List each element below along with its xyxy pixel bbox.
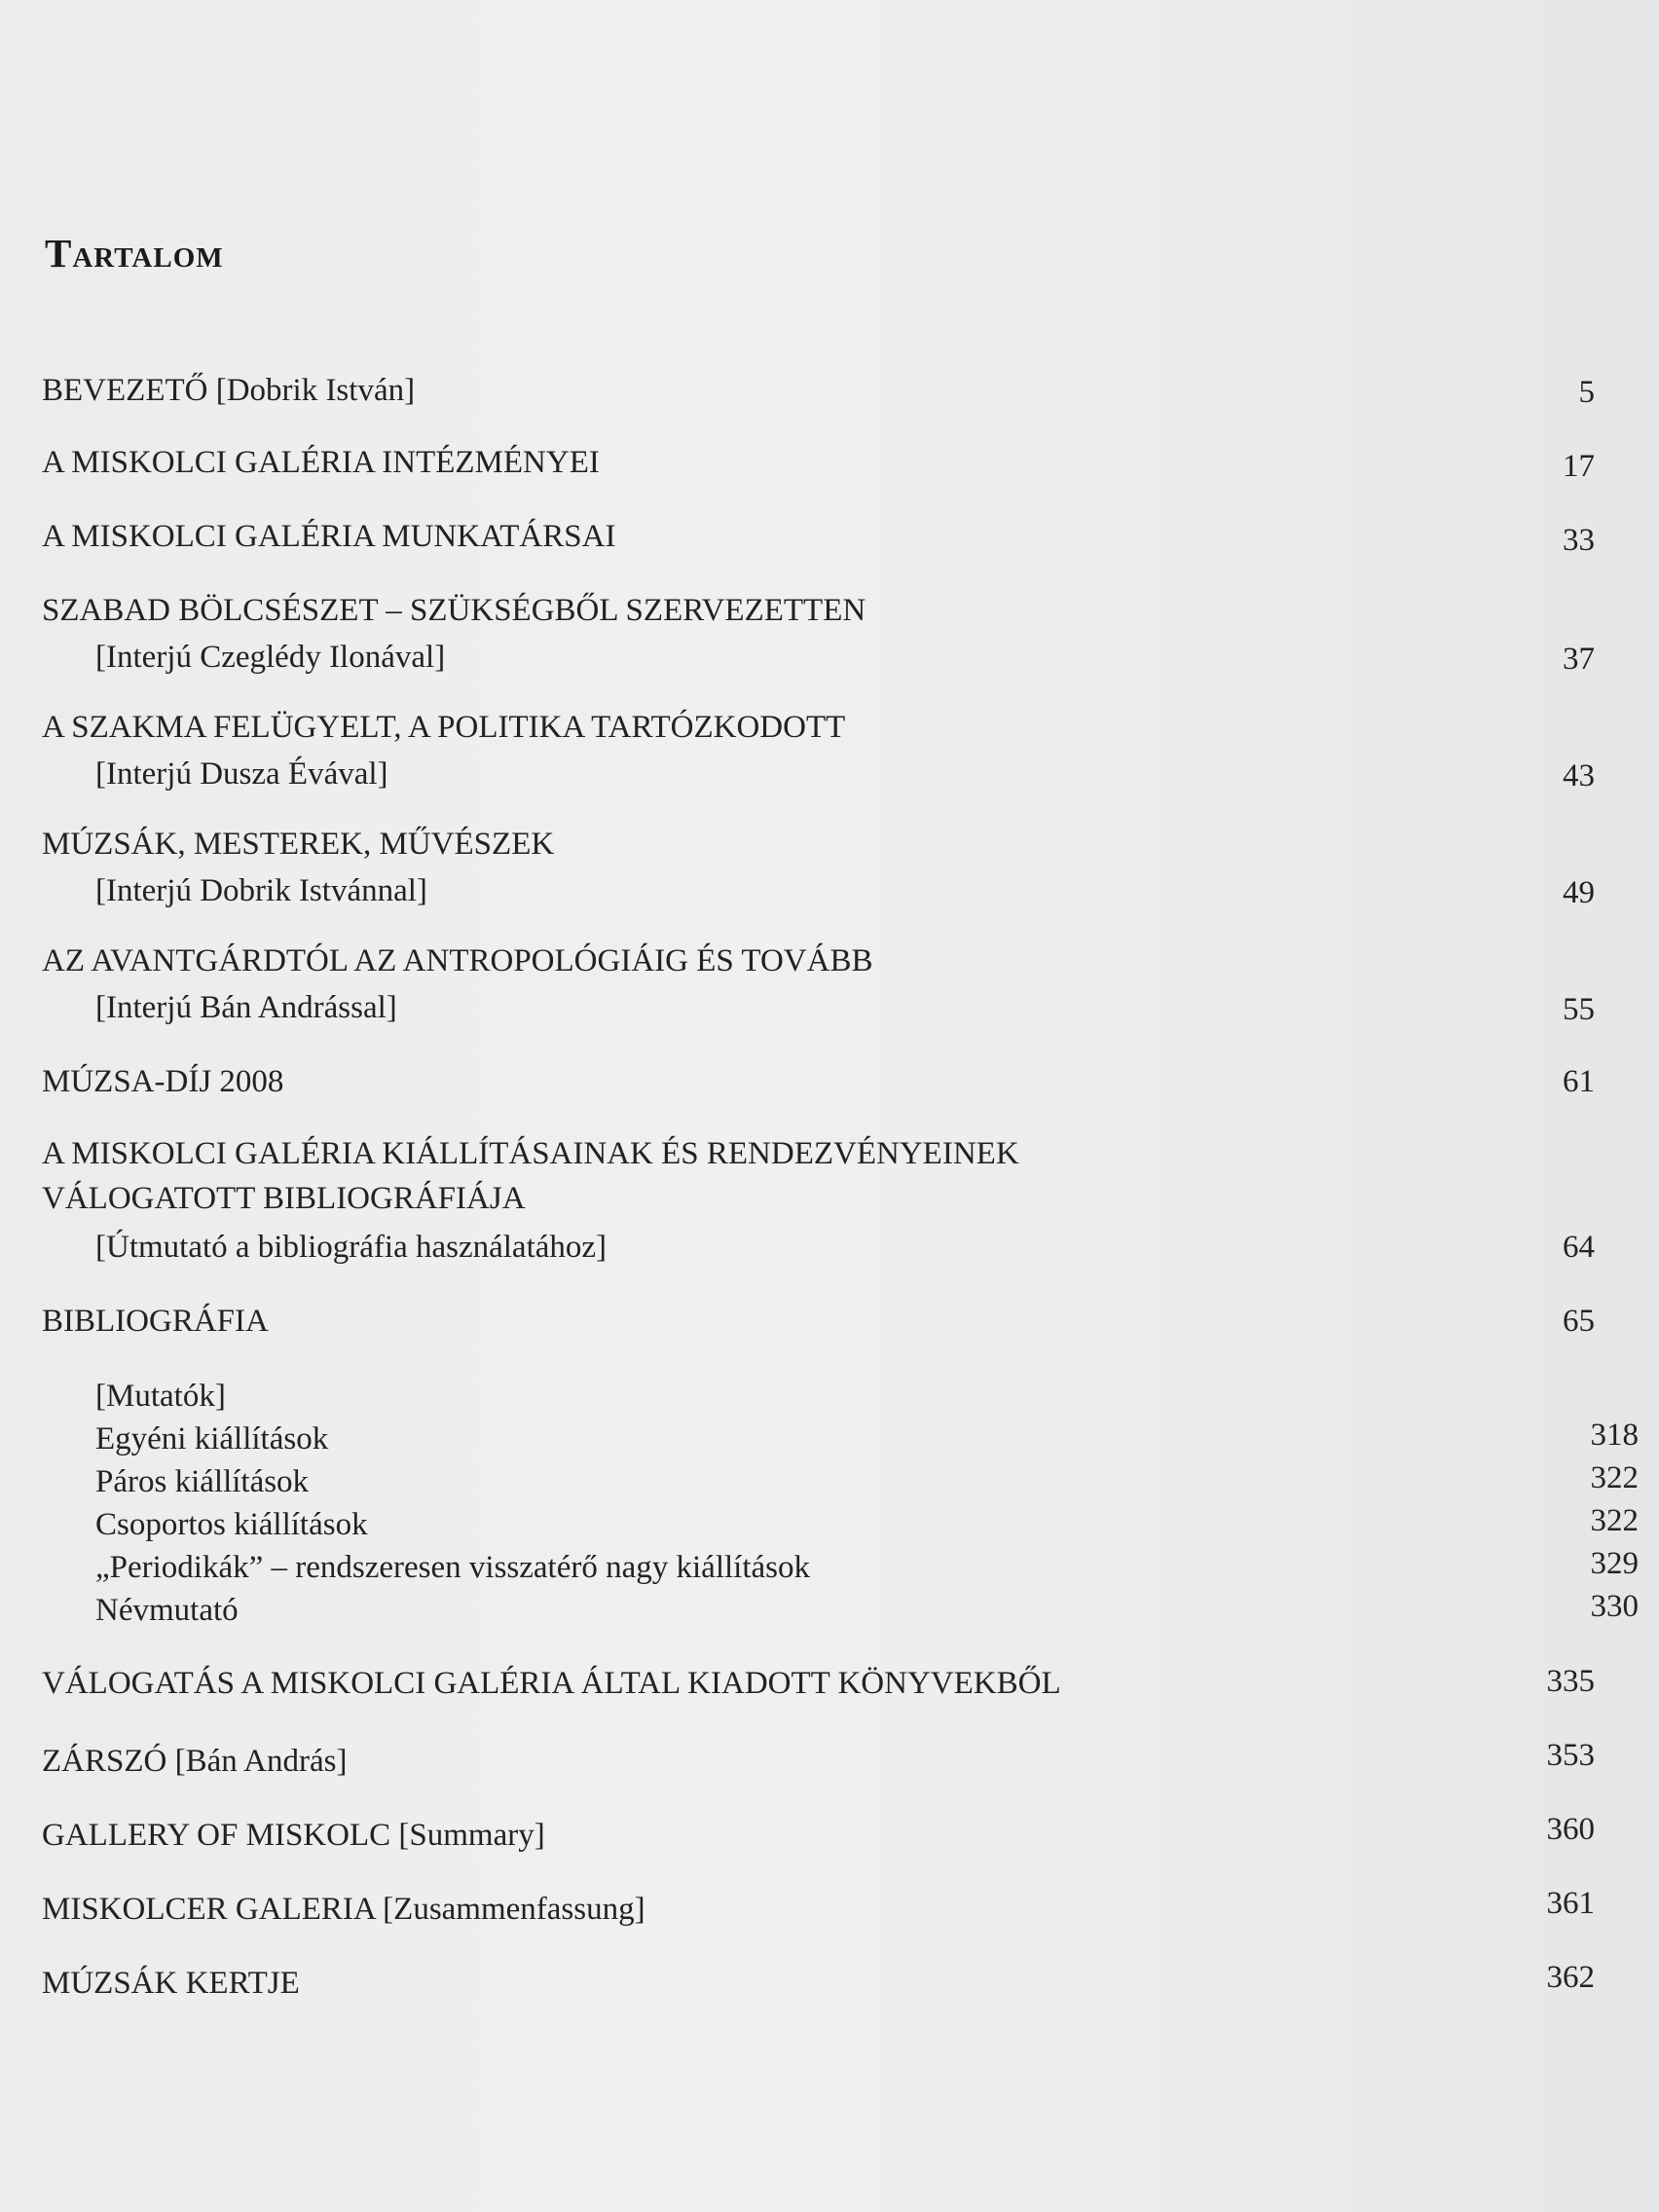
toc-entry-page: 362 xyxy=(1546,1960,1595,1995)
index-item xyxy=(95,1546,1639,1589)
toc-entry-page: 17 xyxy=(1563,449,1595,484)
page-title: Tartalom xyxy=(45,231,224,276)
toc-entry-subtitle: [Interjú Bán Andrással] xyxy=(95,990,397,1025)
toc-entry-page: 37 xyxy=(1563,642,1595,677)
toc-entry-subtitle: [Interjú Dusza Évával] xyxy=(95,756,388,792)
index-item-page: 322 xyxy=(1590,1503,1639,1538)
toc-entry-page: 33 xyxy=(1563,523,1595,558)
toc-entry-title: BIBLIOGRÁFIA xyxy=(42,1304,269,1339)
toc-entry-title: AZ AVANTGÁRDTÓL AZ ANTROPOLÓGIÁIG ÉS TOVÁBB xyxy=(42,943,873,978)
index-item-label: „Periodikák” – rendszeresen visszatérő nagy kiállítások xyxy=(95,1550,810,1585)
index-item-page: 318 xyxy=(1590,1418,1639,1453)
index-item-page: 329 xyxy=(1590,1546,1639,1581)
toc-entry-page: 335 xyxy=(1546,1664,1595,1699)
index-item-label: Páros kiállítások xyxy=(95,1464,310,1499)
toc-entry-page: 43 xyxy=(1563,758,1595,793)
toc-entry-page: 361 xyxy=(1546,1886,1595,1921)
toc-entry-page: 5 xyxy=(1578,375,1595,410)
index-item xyxy=(95,1460,1639,1503)
toc-entry-page: 65 xyxy=(1563,1304,1595,1339)
toc-entry-title: A MISKOLCI GALÉRIA MUNKATÁRSAI xyxy=(42,519,616,554)
toc-entry-title: VÁLOGATÁS A MISKOLCI GALÉRIA ÁLTAL KIADOTT KÖNYVEKBŐL xyxy=(42,1666,1061,1701)
toc-entry-title: BEVEZETŐ [Dobrik István] xyxy=(42,373,416,408)
toc-entry-page: 49 xyxy=(1563,875,1595,910)
toc-entry-title: ZÁRSZÓ [Bán András] xyxy=(42,1744,348,1779)
toc-entry-subtitle: [Interjú Dobrik Istvánnal] xyxy=(95,873,427,908)
toc-entry-page: 61 xyxy=(1563,1064,1595,1099)
toc-entry-title: MÚZSÁK KERTJE xyxy=(42,1966,300,2001)
toc-entry-title: MÚZSA-DÍJ 2008 xyxy=(42,1064,284,1099)
toc-entry-title: A MISKOLCI GALÉRIA KIÁLLÍTÁSAINAK ÉS RENDEZVÉNYEINEK xyxy=(42,1136,1019,1171)
index-item xyxy=(95,1589,1639,1632)
toc-entry-title: GALLERY OF MISKOLC [Summary] xyxy=(42,1818,545,1853)
index-item-page: 322 xyxy=(1590,1460,1639,1495)
index-item-label: Csoportos kiállítások xyxy=(95,1507,368,1542)
index-item-label: Egyéni kiállítások xyxy=(95,1421,329,1456)
toc-entry-page: 55 xyxy=(1563,992,1595,1027)
toc-entry-title: A SZAKMA FELÜGYELT, A POLITIKA TARTÓZKODOTT xyxy=(42,710,846,745)
toc-entry-subtitle: [Útmutató a bibliográfia használatához] xyxy=(95,1230,608,1265)
index-item-label: Névmutató xyxy=(95,1593,239,1628)
toc-entry-title: SZABAD BÖLCSÉSZET – SZÜKSÉGBŐL SZERVEZETTEN xyxy=(42,593,866,628)
toc-entry-page: 353 xyxy=(1546,1738,1595,1773)
toc-entry-title: A MISKOLCI GALÉRIA INTÉZMÉNYEI xyxy=(42,445,600,480)
toc-entry-page: 360 xyxy=(1546,1812,1595,1847)
index-item-page: 330 xyxy=(1590,1589,1639,1624)
toc-entry-title: MISKOLCER GALERIA [Zusammenfassung] xyxy=(42,1892,645,1927)
toc-entry-title-line2: VÁLOGATOTT BIBLIOGRÁFIÁJA xyxy=(42,1181,526,1216)
index-heading: [Mutatók] xyxy=(95,1379,226,1414)
toc-entry-subtitle: [Interjú Czeglédy Ilonával] xyxy=(95,640,446,675)
toc-entry-title: MÚZSÁK, MESTEREK, MŰVÉSZEK xyxy=(42,827,555,862)
index-item xyxy=(95,1418,1639,1460)
toc-entry-page: 64 xyxy=(1563,1230,1595,1265)
index-item xyxy=(95,1503,1639,1546)
